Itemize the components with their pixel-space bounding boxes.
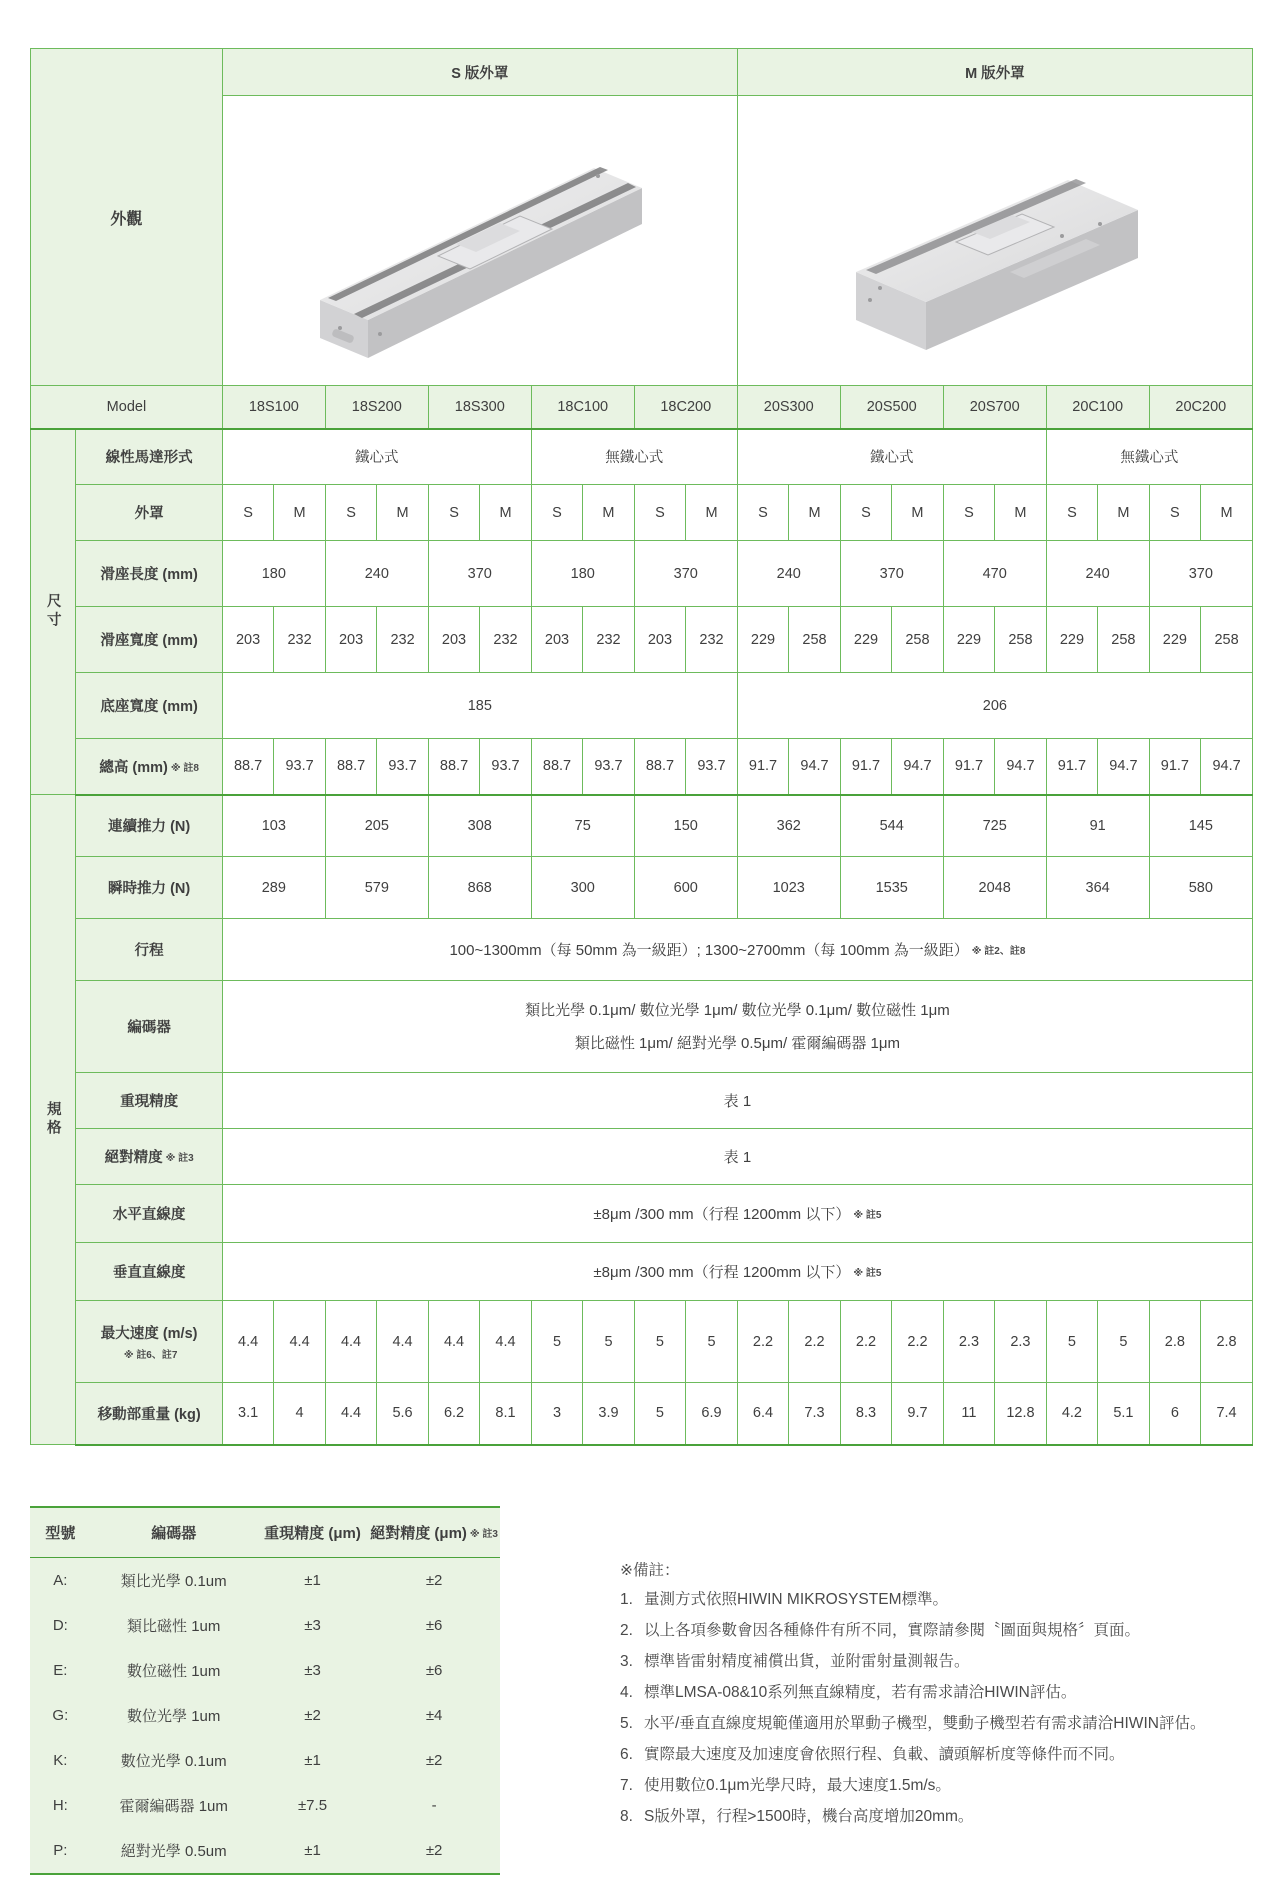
spec-cell: 2.2 [737,1301,788,1383]
spec-cell: 5 [583,1301,634,1383]
spec-row [31,739,1253,795]
model-cell: 20C200 [1149,386,1252,429]
encoder-table-cell: ±1 [304,1571,321,1589]
spec-cell: 240 [1046,541,1149,607]
spec-cell: M [480,485,531,541]
spec-cell: 203 [222,607,273,673]
spec-cell: 300 [531,857,634,919]
spec-cell: 229 [840,607,891,673]
spec-row-label: 連續推力 (N) [76,795,222,857]
spec-cell: 12.8 [995,1383,1046,1445]
spec-cell: S [222,485,273,541]
spec-cell: 289 [222,857,325,919]
encoder-table-cell: ±2 [425,1571,443,1589]
spec-cell: M [377,485,428,541]
spec-cell: 258 [1098,607,1149,673]
spec-row [31,607,1253,673]
spec-cell: 93.7 [480,739,531,795]
spec-cell: 7.4 [1201,1383,1253,1445]
encoder-table-cell: - [431,1796,437,1814]
spec-cell: 2.8 [1201,1301,1253,1383]
spec-cell: 2048 [943,857,1046,919]
encoder-table-cell: ±7.5 [297,1796,328,1814]
spec-cell: 258 [892,607,943,673]
s-cover-photo-cell [222,96,737,386]
spec-cell: 364 [1046,857,1149,919]
spec-row [31,795,1253,857]
model-row [31,386,1253,429]
spec-cell: 88.7 [428,739,479,795]
spec-cell: 88.7 [222,739,273,795]
spec-cell: 5 [1098,1301,1149,1383]
encoder-table-cell: 數位磁性 1um [127,1662,221,1680]
encoder-table-cell: ±6 [425,1661,443,1679]
encoder-table-cell: ±3 [304,1616,321,1634]
spec-cell: 鐵心式 [222,429,531,485]
encoder-type-code: H: [52,1796,68,1814]
note-item: 5. 水平/垂直直線度規範僅適用於單動子機型，雙動子機型若有需求請洽HIWIN評估。 [620,1714,1206,1732]
notes-list [620,1588,1268,1829]
spec-cell: 6.9 [686,1383,738,1445]
spec-table [30,48,1253,1446]
spec-cell: 2.2 [840,1301,891,1383]
encoder-table-header: 絕對精度 (μm) ※ 註3 [370,1524,498,1542]
spec-cell: 240 [325,541,428,607]
spec-row [31,1073,1253,1129]
spec-row-label: 滑座長度 (mm) [76,541,222,607]
spec-cell: 88.7 [325,739,376,795]
spec-cell: 232 [583,607,634,673]
spec-cell: S [325,485,376,541]
spec-cell: 240 [737,541,840,607]
cover-header-row [31,49,1253,96]
spec-cell: 4.4 [428,1301,479,1383]
spec-cell: 94.7 [789,739,840,795]
encoder-table-cell: ±1 [304,1841,321,1859]
spec-cell: S [531,485,582,541]
spec-cell: 4.4 [377,1301,428,1383]
note-item: 3. 標準皆雷射精度補償出貨，並附雷射量測報告。 [620,1652,970,1670]
spec-cell: 88.7 [531,739,582,795]
spec-cell: 75 [531,795,634,857]
model-cell: 20S700 [943,386,1046,429]
spec-cell: 370 [840,541,943,607]
note-item: 4. 標準LMSA-08&10系列無直線精度，若有需求請洽HIWIN評估。 [620,1683,1077,1701]
encoder-table-row [30,1693,500,1738]
spec-cell: 258 [789,607,840,673]
encoder-table-cell: ±1 [304,1751,321,1769]
spec-row-label: 總高 (mm) ※ 註8 [76,739,222,795]
spec-cell: 145 [1149,795,1252,857]
spec-cell: 1535 [840,857,943,919]
spec-cell: 4.4 [480,1301,531,1383]
encoder-table-row [30,1783,500,1828]
spec-cell: 11 [943,1383,994,1445]
spec-cell: 鐵心式 [737,429,1046,485]
spec-cell: S [943,485,994,541]
spec-cell: 表 1 [222,1073,1252,1129]
spec-cell: 232 [274,607,325,673]
spec-cell: 362 [737,795,840,857]
spec-cell: 94.7 [1201,739,1253,795]
spec-cell: 580 [1149,857,1252,919]
spec-cell: 3 [531,1383,582,1445]
spec-cell: 91 [1046,795,1149,857]
spec-cell: S [1046,485,1097,541]
spec-cell: 93.7 [377,739,428,795]
spec-cell: 205 [325,795,428,857]
spec-cell: 2.3 [995,1301,1046,1383]
spec-cell: 類比光學 0.1μm/ 數位光學 1μm/ 數位光學 0.1μm/ 數位磁性 1μm 類比磁性 1μm/ 絕對光學 0.5μm/ 霍爾編碼器 1μm [222,981,1252,1073]
spec-row-label: 行程 [76,919,222,981]
spec-cell: 232 [480,607,531,673]
spec-cell: 180 [222,541,325,607]
spec-cell: 94.7 [995,739,1046,795]
spec-row [31,981,1253,1073]
spec-cell: S [634,485,685,541]
spec-cell: M [1201,485,1253,541]
encoder-type-code: G: [52,1706,69,1724]
spec-row [31,673,1253,739]
spec-cell: 6.2 [428,1383,479,1445]
encoder-table-row [30,1828,500,1874]
spec-cell: 544 [840,795,943,857]
encoder-table-cell: ±3 [304,1661,321,1679]
spec-cell: ±8μm /300 mm（行程 1200mm 以下） ※ 註5 [222,1185,1252,1243]
spec-cell: 258 [995,607,1046,673]
spec-cell: S [428,485,479,541]
spec-cell: 94.7 [1098,739,1149,795]
encoder-table-cell: 數位光學 0.1um [120,1752,227,1770]
encoder-type-code: E: [53,1661,68,1679]
encoder-table-header: 編碼器 [151,1524,197,1542]
spec-row-label: 瞬時推力 (N) [76,857,222,919]
spec-cell: 表 1 [222,1129,1252,1185]
encoder-type-code: A: [53,1571,68,1589]
spec-cell: 370 [1149,541,1252,607]
encoder-table-cell: 類比磁性 1um [127,1617,221,1635]
spec-cell: 94.7 [892,739,943,795]
spec-cell: 93.7 [583,739,634,795]
spec-cell: 4.4 [222,1301,273,1383]
spec-cell: ±8μm /300 mm（行程 1200mm 以下） ※ 註5 [222,1243,1252,1301]
encoder-table-row [30,1603,500,1648]
encoder-table-row [30,1557,500,1603]
spec-cell: 4 [274,1383,325,1445]
spec-cell: 6.4 [737,1383,788,1445]
model-cell: 20S300 [737,386,840,429]
spec-cell: 5 [634,1383,685,1445]
m-cover-photo-cell [737,96,1252,386]
encoder-table-cell: 數位光學 1um [127,1707,221,1725]
spec-cell: 203 [531,607,582,673]
spec-cell: 無鐵心式 [1046,429,1252,485]
spec-cell: 93.7 [686,739,738,795]
encoder-table-cell: 霍爾編碼器 1um [119,1797,228,1815]
notes-title: ※備註： [620,1561,680,1579]
encoder-table-cell: ±2 [304,1706,321,1724]
note-item: 7. 使用數位0.1μm光學尺時，最大速度1.5m/s。 [620,1776,951,1794]
spec-cell: 8.3 [840,1383,891,1445]
spec-row-label: 垂直直線度 [76,1243,222,1301]
spec-row-label: 線性馬達形式 [76,429,222,485]
spec-cell: 725 [943,795,1046,857]
spec-cell: 229 [737,607,788,673]
spec-row-label: 水平直線度 [76,1185,222,1243]
model-cell: 18S100 [222,386,325,429]
spec-cell: S [1149,485,1200,541]
spec-cell: 868 [428,857,531,919]
spec-cell: 無鐵心式 [531,429,737,485]
spec-cell: 370 [634,541,737,607]
encoder-table-cell: 類比光學 0.1um [120,1572,227,1590]
spec-cell: 150 [634,795,737,857]
model-cell: 18C100 [531,386,634,429]
spec-cell: 185 [222,673,737,739]
spec-cell: 232 [686,607,738,673]
spec-cell: 91.7 [737,739,788,795]
spec-cell: 4.4 [325,1301,376,1383]
appearance-cell [31,49,223,386]
spec-cell: M [789,485,840,541]
encoder-table-header-row [30,1507,500,1558]
spec-cell: 91.7 [1046,739,1097,795]
spec-cell: 258 [1201,607,1253,673]
spec-cell: M [1098,485,1149,541]
spec-cell: 93.7 [274,739,325,795]
spec-row [31,1383,1253,1445]
spec-cell: M [274,485,325,541]
spec-cell: 470 [943,541,1046,607]
m-cover-header: M 版外罩 [737,49,1252,96]
spec-row-label: 滑座寬度 (mm) [76,607,222,673]
bottom-section [0,1506,1283,1892]
spec-cell: 5.1 [1098,1383,1149,1445]
spec-cell: 5 [1046,1301,1097,1383]
spec-row [31,1129,1253,1185]
spec-cell: 5 [686,1301,738,1383]
spec-cell: S [840,485,891,541]
spec-cell: 600 [634,857,737,919]
spec-cell: 4.4 [274,1301,325,1383]
note-item: 1. 量測方式依照HIWIN MIKROSYSTEM標準。 [620,1590,948,1608]
note-item: 2. 以上各項參數會因各種條件有所不同，實際請參閱〝圖面與規格〞頁面。 [620,1621,1141,1639]
spec-row [31,919,1253,981]
spec-row [31,485,1253,541]
spec-row-label: 外罩 [76,485,222,541]
spec-row-label: 編碼器 [76,981,222,1073]
encoder-table-cell: 絕對光學 0.5um [120,1842,227,1860]
spec-cell: 203 [325,607,376,673]
encoder-type-code: K: [53,1751,68,1769]
spec-row [31,1185,1253,1243]
spec-cell: 9.7 [892,1383,943,1445]
spec-row-label: 重現精度 [76,1073,222,1129]
spec-row [31,429,1253,485]
encoder-accuracy-table [30,1506,500,1875]
spec-cell: 180 [531,541,634,607]
spec-cell: 88.7 [634,739,685,795]
spec-cell: 3.9 [583,1383,634,1445]
spec-cell: 229 [1046,607,1097,673]
spec-cell: 203 [634,607,685,673]
spec-row [31,857,1253,919]
spec-cell: 229 [1149,607,1200,673]
model-cell: 18C200 [634,386,737,429]
spec-cell: 203 [428,607,479,673]
spec-cell: M [892,485,943,541]
spec-cell: 103 [222,795,325,857]
spec-cell: 4.2 [1046,1383,1097,1445]
spec-cell: 370 [428,541,531,607]
encoder-table-cell: ±4 [425,1706,443,1724]
spec-cell: 2.2 [789,1301,840,1383]
note-item: 6. 實際最大速度及加速度會依照行程、負載、讀頭解析度等條件而不同。 [620,1745,1125,1763]
group-label: 規格 [31,795,76,1445]
s-cover-header: S 版外罩 [222,49,737,96]
spec-row-label: 絕對精度 ※ 註3 [76,1129,222,1185]
m-cover-product-photo [800,104,1190,374]
spec-cell: 91.7 [1149,739,1200,795]
spec-cell: 91.7 [943,739,994,795]
spec-cell: 2.8 [1149,1301,1200,1383]
encoder-table-cell: ±2 [425,1751,443,1769]
encoder-table-row [30,1648,500,1693]
model-cell: 18S300 [428,386,531,429]
spec-cell: M [686,485,738,541]
spec-row-label: 移動部重量 (kg) [76,1383,222,1445]
spec-cell: 206 [737,673,1252,739]
spec-cell: 91.7 [840,739,891,795]
spec-cell: 3.1 [222,1383,273,1445]
spec-cell: 4.4 [325,1383,376,1445]
spec-cell: 232 [377,607,428,673]
spec-cell: 579 [325,857,428,919]
spec-cell: 229 [943,607,994,673]
spec-cell: M [583,485,634,541]
s-cover-product-photo [280,104,680,374]
spec-cell: 1023 [737,857,840,919]
note-item: 8. S版外罩，行程>1500時，機台高度增加20mm。 [620,1807,974,1825]
spec-cell: 2.2 [892,1301,943,1383]
spec-cell: 2.3 [943,1301,994,1383]
encoder-table-row [30,1738,500,1783]
spec-cell: 5 [531,1301,582,1383]
spec-cell: 308 [428,795,531,857]
spec-row-label: 最大速度 (m/s) ※ 註6、註7 [76,1301,222,1383]
spec-cell: 5.6 [377,1383,428,1445]
spec-cell: 100~1300mm（每 50mm 為一級距）; 1300~2700mm（每 100mm 為一級距） ※ 註2、註8 [222,919,1252,981]
group-label: 尺寸 [31,429,76,795]
spec-cell: S [737,485,788,541]
encoder-table-header: 型號 [45,1524,76,1542]
model-cell: 18S200 [325,386,428,429]
model-cell: 20C100 [1046,386,1149,429]
spec-cell: 5 [634,1301,685,1383]
spec-cell: 6 [1149,1383,1200,1445]
appearance-label: 外觀 [110,210,143,228]
notes [620,1558,1268,1836]
encoder-type-code: D: [52,1616,68,1634]
spec-cell: M [995,485,1046,541]
spec-cell: 8.1 [480,1383,531,1445]
model-label: Model [31,386,223,429]
encoder-table-cell: ±6 [425,1616,443,1634]
encoder-type-code: P: [53,1841,68,1859]
model-cell: 20S500 [840,386,943,429]
spec-row [31,541,1253,607]
encoder-table-cell: ±2 [425,1841,443,1859]
spec-row [31,1301,1253,1383]
spec-row-label: 底座寬度 (mm) [76,673,222,739]
spec-cell: 7.3 [789,1383,840,1445]
spec-row [31,1243,1253,1301]
encoder-table-header: 重現精度 (μm) [264,1524,361,1542]
